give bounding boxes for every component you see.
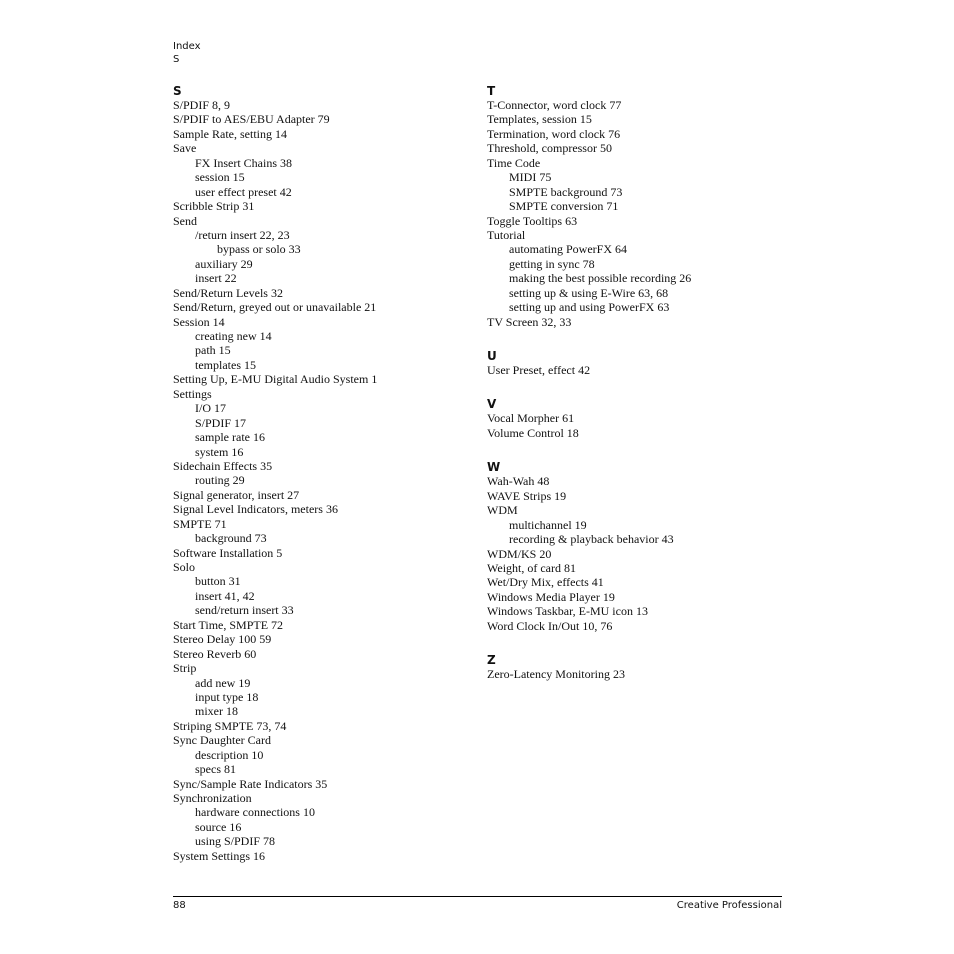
- index-entry: Strip: [173, 661, 197, 676]
- index-entry: WAVE Strips 19: [487, 488, 567, 503]
- index-subentry: add new 19: [195, 675, 251, 690]
- index-letter-heading: S: [173, 84, 182, 98]
- index-subentry: MIDI 75: [509, 170, 552, 185]
- index-subentry: SMPTE conversion 71: [509, 199, 619, 214]
- index-subentry: specs 81: [195, 762, 236, 777]
- footer-brand: Creative Professional: [676, 900, 782, 911]
- index-entry: Send: [173, 213, 197, 228]
- index-subentry: send/return insert 33: [195, 603, 294, 618]
- index-entry: Vocal Morpher 61: [487, 411, 575, 426]
- index-entry: Solo: [173, 560, 196, 574]
- index-subentry: making the best possible recording 26: [509, 271, 692, 286]
- index-entry: WDM: [487, 503, 518, 518]
- section-gap: [487, 329, 787, 349]
- section-gap: [487, 377, 787, 397]
- index-subentry: system 16: [195, 444, 244, 459]
- index-entry: Windows Taskbar, E-MU icon 13: [487, 604, 648, 619]
- index-entry: Sync Daughter Card: [173, 733, 271, 748]
- index-entry: User Preset, effect 42: [487, 363, 591, 377]
- index-entry: Sync/Sample Rate Indicators 35: [173, 776, 328, 791]
- index-subentry: path 15: [195, 343, 231, 358]
- index-subentry: user effect preset 42: [195, 184, 292, 199]
- index-entry: Weight, of card 81: [487, 560, 577, 575]
- index-subentry: background 73: [195, 531, 267, 546]
- index-entry: Scribble Strip 31: [173, 199, 255, 214]
- running-header: [173, 40, 201, 66]
- section-gap: [487, 633, 787, 653]
- index-subentry: mixer 18: [195, 704, 238, 719]
- index-column-right: [487, 84, 787, 682]
- index-entry: S/PDIF to AES/EBU Adapter 79: [173, 112, 330, 127]
- index-entry: Session 14: [173, 314, 225, 329]
- index-subentry: FX Insert Chains 38: [195, 155, 292, 170]
- index-entry: Volume Control 18: [487, 425, 579, 440]
- index-subentry: setting up & using E-Wire 63, 68: [509, 285, 669, 300]
- index-letter-heading: V: [487, 397, 497, 412]
- index-subentry: insert 41, 42: [195, 588, 255, 603]
- index-entry: S/PDIF 8, 9: [173, 98, 231, 112]
- index-entry: Signal Level Indicators, meters 36: [173, 502, 338, 517]
- index-subentry: hardware connections 10: [195, 805, 315, 820]
- index-letter-heading: U: [487, 349, 497, 363]
- footer-divider: [173, 896, 782, 897]
- index-entry: Setting Up, E-MU Digital Audio System 1: [173, 372, 378, 387]
- index-entry: Signal generator, insert 27: [173, 487, 300, 502]
- index-entry: Striping SMPTE 73, 74: [173, 718, 287, 733]
- index-subentry: input type 18: [195, 689, 259, 704]
- index-entry: T-Connector, word clock 77: [487, 98, 622, 112]
- page-number: 88: [173, 900, 186, 911]
- index-subentry: sample rate 16: [195, 430, 265, 445]
- index-subentry: insert 22: [195, 271, 237, 286]
- index-entry: TV Screen 32, 33: [487, 314, 572, 329]
- index-column-left: [173, 84, 473, 863]
- index-subentry: I/O 17: [195, 401, 226, 416]
- header-section-title: Index: [173, 41, 201, 52]
- index-entry: Settings: [173, 386, 212, 401]
- index-subentry: using S/PDIF 78: [195, 834, 276, 849]
- index-subentry: routing 29: [195, 473, 245, 488]
- index-subentry: auxiliary 29: [195, 256, 253, 271]
- index-subentry: templates 15: [195, 357, 256, 372]
- index-entry: Tutorial: [487, 227, 526, 242]
- index-entry: Send/Return, greyed out or unavailable 21: [173, 300, 377, 315]
- index-subentry: recording & playback behavior 43: [509, 532, 674, 547]
- header-letter: S: [173, 54, 180, 65]
- index-entry: Sidechain Effects 35: [173, 458, 273, 473]
- index-entry: Save: [173, 141, 197, 156]
- index-subentry: bypass or solo 33: [217, 242, 301, 257]
- index-entry: Start Time, SMPTE 72: [173, 617, 284, 632]
- index-entry: Wet/Dry Mix, effects 41: [487, 575, 604, 590]
- index-subentry: multichannel 19: [509, 517, 587, 532]
- index-subentry: SMPTE background 73: [509, 184, 623, 199]
- index-subentry: creating new 14: [195, 329, 272, 343]
- index-entry: Send/Return Levels 32: [173, 285, 283, 300]
- index-entry: Stereo Delay 100 59: [173, 632, 272, 647]
- index-entry: Windows Media Player 19: [487, 589, 615, 604]
- index-entry: Time Code: [487, 155, 541, 170]
- index-entry: WDM/KS 20: [487, 546, 552, 561]
- index-letter-heading: T: [487, 84, 496, 98]
- index-subentry: session 15: [195, 170, 245, 185]
- index-subentry: S/PDIF 17: [195, 415, 247, 430]
- index-subentry: automating PowerFX 64: [509, 242, 627, 257]
- index-entry: Wah-Wah 48: [487, 474, 550, 489]
- index-letter-heading: W: [487, 460, 501, 475]
- index-subentry: description 10: [195, 747, 264, 762]
- index-entry: Synchronization: [173, 791, 252, 805]
- index-subentry: button 31: [195, 574, 241, 589]
- index-entry: System Settings 16: [173, 848, 266, 863]
- index-entry: Toggle Tooltips 63: [487, 213, 578, 228]
- index-subentry: source 16: [195, 819, 242, 834]
- index-letter-heading: Z: [487, 653, 496, 668]
- index-entry: Termination, word clock 76: [487, 126, 621, 141]
- index-subentry: setting up and using PowerFX 63: [509, 300, 670, 315]
- index-entry: Word Clock In/Out 10, 76: [487, 618, 613, 633]
- index-entry: Zero-Latency Monitoring 23: [487, 667, 625, 682]
- index-subentry: getting in sync 78: [509, 256, 595, 271]
- index-subentry: /return insert 22, 23: [195, 227, 290, 242]
- index-entry: Stereo Reverb 60: [173, 646, 257, 661]
- index-entry: Sample Rate, setting 14: [173, 126, 287, 141]
- index-entry: Templates, session 15: [487, 112, 592, 127]
- index-entry: Threshold, compressor 50: [487, 141, 612, 156]
- index-entry: Software Installation 5: [173, 545, 283, 560]
- section-gap: [487, 440, 787, 460]
- index-entry: SMPTE 71: [173, 516, 227, 531]
